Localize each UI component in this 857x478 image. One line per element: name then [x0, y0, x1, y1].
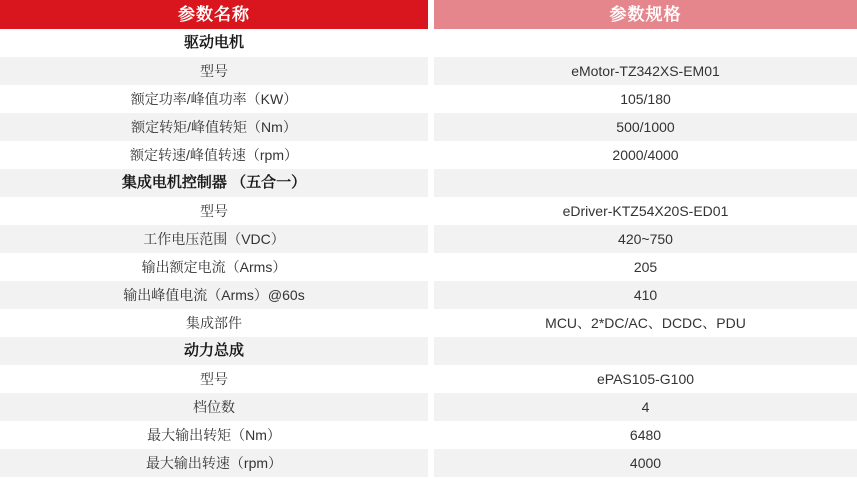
param-name-cell: 输出峰值电流（Arms）@60s	[0, 281, 428, 309]
param-name-cell: 额定功率/峰值功率（KW）	[130, 91, 298, 107]
param-value-cell: 410	[434, 281, 857, 309]
param-value-cell: 4	[434, 393, 857, 421]
table-row	[0, 57, 857, 85]
param-value-cell: eMotor-TZ342XS-EM01	[434, 57, 857, 85]
param-name-cell: 输出额定电流（Arms）	[141, 259, 287, 275]
table-row	[0, 197, 857, 225]
table-row	[0, 253, 857, 281]
table-row	[0, 421, 857, 449]
param-value-cell: MCU、2*DC/AC、DCDC、PDU	[545, 315, 746, 331]
param-value-cell: 420~750	[434, 225, 857, 253]
table-row	[0, 393, 857, 421]
table-row-section-powertrain	[0, 337, 857, 365]
param-value-cell: 205	[633, 259, 658, 275]
table-row	[0, 281, 857, 309]
param-name-cell: 最大输出转速（rpm）	[0, 449, 428, 477]
table-row	[0, 141, 857, 169]
param-value-cell: ePAS105-G100	[596, 371, 695, 387]
param-value-cell: eDriver-KTZ54X20S-ED01	[562, 203, 729, 219]
table-row-section-motor-controller	[0, 169, 857, 197]
table-row	[0, 225, 857, 253]
param-value-cell: 6480	[629, 427, 662, 443]
param-value-cell: 4000	[434, 449, 857, 477]
table-row	[0, 85, 857, 113]
param-name-cell: 动力总成	[0, 337, 428, 365]
table-header-row	[0, 0, 857, 29]
param-name-cell: 集成电机控制器 （五合一）	[0, 169, 428, 197]
param-value-cell: 105/180	[620, 91, 671, 107]
param-value-cell	[434, 169, 857, 197]
table-row	[0, 365, 857, 393]
param-name-cell: 档位数	[0, 393, 428, 421]
param-value-cell	[434, 29, 857, 57]
param-value-cell	[434, 337, 857, 365]
param-name-cell: 型号	[200, 203, 228, 219]
param-name-cell: 额定转矩/峰值转矩（Nm）	[0, 113, 428, 141]
param-name-cell: 型号	[0, 57, 428, 85]
param-name-cell: 工作电压范围（VDC）	[0, 225, 428, 253]
param-value-cell: 2000/4000	[612, 147, 679, 163]
table-row-section-drive-motor	[0, 29, 857, 57]
param-name-cell: 驱动电机	[183, 34, 244, 51]
header-param-spec: 参数规格	[434, 0, 857, 29]
param-name-cell: 额定转速/峰值转速（rpm）	[130, 147, 298, 163]
param-name-cell: 集成部件	[186, 315, 242, 331]
table-row	[0, 449, 857, 477]
param-name-cell: 型号	[200, 371, 228, 387]
param-value-cell: 500/1000	[434, 113, 857, 141]
param-name-cell: 最大输出转矩（Nm）	[147, 427, 281, 443]
header-param-name: 参数名称	[0, 0, 428, 29]
table-row	[0, 309, 857, 337]
table-row	[0, 113, 857, 141]
